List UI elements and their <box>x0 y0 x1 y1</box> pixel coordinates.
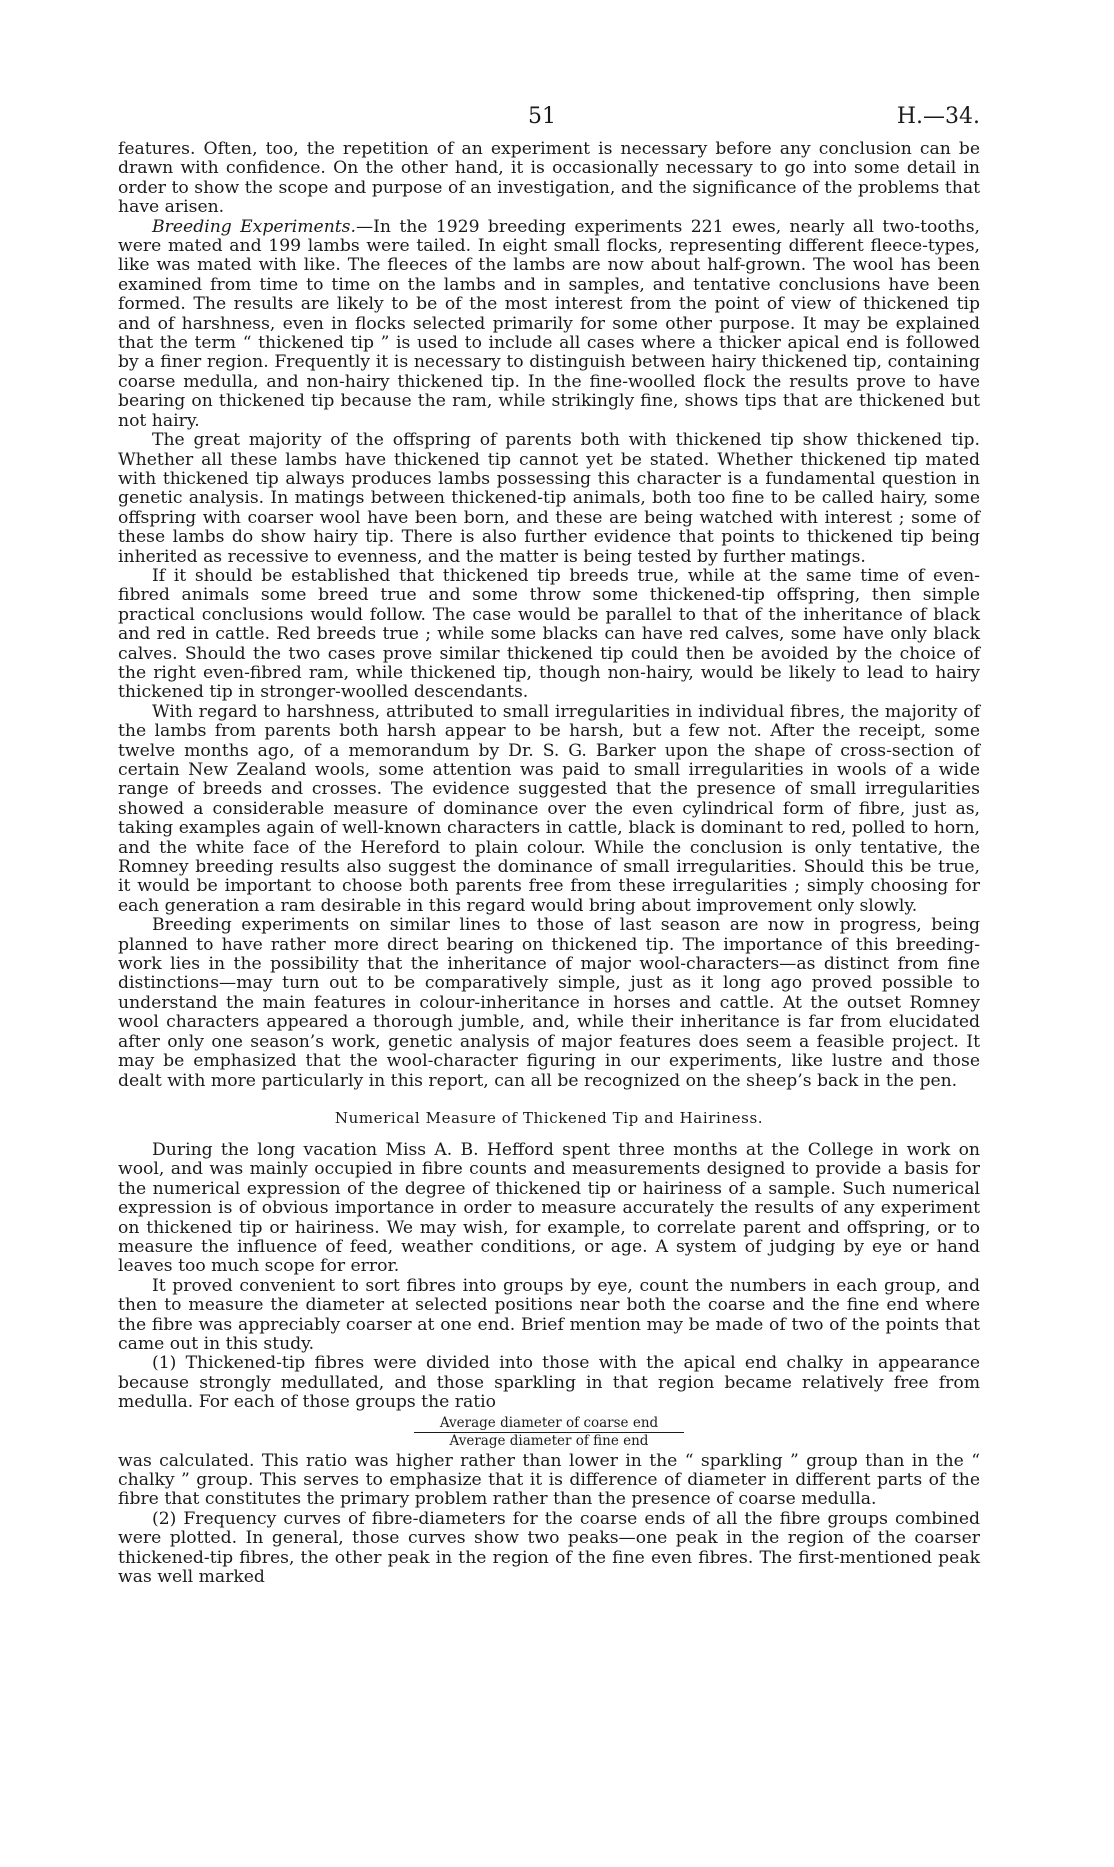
document-reference: H.—34. <box>896 104 980 129</box>
page-header <box>118 104 980 140</box>
paragraph: was calculated. This ratio was higher rather than lower in the “ sparkling ” group than in the “ chalky ” group. This serves to emphasize that it is difference of diameter in different parts of the fibre that constitutes the primary problem rather than the presence of coarse medulla. <box>118 1450 980 1510</box>
fraction-numerator: Average diameter of coarse end <box>414 1415 684 1433</box>
paragraph: (1) Thickened-tip fibres were divided into those with the apical end chalky in appearance because strongly medullated, and those sparkling in that region became relatively free from medulla. For each of those groups the ratio <box>118 1353 980 1413</box>
run-in-heading: Breeding Experiments.— <box>152 216 374 237</box>
fraction-denominator: Average diameter of fine end <box>449 1432 649 1449</box>
paragraph: During the long vacation Miss A. B. Hefford spent three months at the College in work on wool, and was mainly occupied in fibre counts and measurements designed to provide a basis for the numerical expression of the degree of thickened tip or hairiness of a sample. Such numerical expression is of obvious importance in order to measure accurately the results of any experiment on thickened tip or hairiness. We may wish, for example, to correlate parent and offspring, or to measure the influence of feed, weather conditions, or age. A system of judging by eye or hand leaves too much scope for error. <box>118 1139 980 1277</box>
paragraph: The great majority of the offspring of parents both with thickened tip show thickened tip. Whether all these lambs have thickened tip cannot yet be stated. Whether thickened tip mated with thickened tip always produces lambs possessing this character is a fundamental question in genetic analysis. In matings between thickened-tip animals, both too fine to be called hairy, some offspring with coarser wool have been born, and these are being watched with interest ; some of these lambs do show hairy tip. There is also further evidence that points to thickened tip being inherited as recessive to evenness, and the matter is being tested by further matings. <box>118 430 980 567</box>
paragraph: With regard to harshness, attributed to small irregularities in individual fibres, the majority of the lambs from parents both harsh appear to be harsh, but a few not. After the receipt, some twelve months ago, of a memorandum by Dr. S. G. Barker upon the shape of cross-section of certain New Zealand wools, some attention was paid to small irregularities in wools of a wide range of breeds and crosses. The evidence suggested that the presence of small irregularities showed a considerable measure of dominance over the even cylindrical form of fibre, just as, taking examples again of well-known characters in cattle, black is dominant to red, polled to horn, and the white face of the Hereford to plain colour. While the conclusion is only tentative, the Romney breeding results also suggest the dominance of small irregularities. Should this be true, it would be important to choose both parents free from these irregularities ; simply choosing for each generation a ram desirable in this regard would bring about improvement only slowly. <box>118 701 980 916</box>
paragraph: Breeding experiments on similar lines to those of last season are now in progress, being planned to have rather more direct bearing on thickened tip. The importance of this breeding-work lies in the possibility that the inheritance of major wool-characters—as distinct from fine distinctions—may turn out to be comparatively simple, just as it long ago proved possible to understand the main features in colour-inheritance in horses and cattle. At the outset Romney wool characters appeared a thorough jumble, and, while their inheritance is far from elucidated after only one season’s work, genetic analysis of major features does seem a feasible project. It may be emphasized that the wool-character figuring in our experiments, like lustre and those dealt with more particularly in this report, can all be recognized on the sheep’s back in the pen. <box>118 915 980 1091</box>
page-number: 51 <box>528 104 556 129</box>
ratio-fraction <box>414 1415 684 1450</box>
paragraph-text: In the 1929 breeding experiments 221 ewes, nearly all two-tooths, were mated and 199 lambs were tailed. In eight small flocks, representing different fleece-types, like was mated with like. The fleeces of the lambs are now about half-grown. The wool has been examined from time to time on the lambs and in samples, and tentative conclusions have been formed. The results are likely to be of the most interest from the point of view of thickened tip and of harshness, even in flocks selected primarily for some other purpose. It may be explained that the term “ thickened tip ” is used to include all cases where a thicker apical end is followed by a finer region. Frequently it is necessary to distinguish between hairy thickened tip, containing coarse medulla, and non-hairy thickened tip. In the fine-woolled flock the results prove to have bearing on thickened tip because the ram, while strikingly fine, shows tips that are thickened but not hairy. <box>118 216 980 431</box>
paragraph: If it should be established that thickened tip breeds true, while at the same time of even-fibred animals some breed true and some throw some thickened-tip offspring, then simple practical conclusions would follow. The case would be parallel to that of the inheritance of black and red in cattle. Red breeds true ; while some blacks can have red calves, some have only black calves. Should the two cases prove similar thickened tip could then be avoided by the choice of the right even-fibred ram, while thickened tip, though non-hairy, would be likely to lead to hairy thickened tip in stronger-woolled descendants. <box>118 565 980 703</box>
section-heading: Numerical Measure of Thickened Tip and Hairiness. <box>334 1108 764 1127</box>
paragraph-breeding-experiments <box>118 218 980 431</box>
paragraph: It proved convenient to sort fibres into groups by eye, count the numbers in each group, and then to measure the diameter at selected positions near both the coarse and the fine end where the fibre was appreciably coarser at one end. Brief mention may be made of two of the points that came out in this study. <box>118 1275 980 1354</box>
document-page <box>118 104 980 1587</box>
paragraph: features. Often, too, the repetition of an experiment is necessary before any conclusion can be drawn with confidence. On the other hand, it is occasionally necessary to go into some detail in order to show the scope and purpose of an investigation, and the significance of the problems that have arisen. <box>118 139 980 218</box>
paragraph: (2) Frequency curves of fibre-diameters for the coarse ends of all the fibre groups combined were plotted. In general, those curves show two peaks—one peak in the region of the coarser thickened-tip fibres, the other peak in the region of the fine even fibres. The first-mentioned peak was well marked <box>118 1508 980 1588</box>
